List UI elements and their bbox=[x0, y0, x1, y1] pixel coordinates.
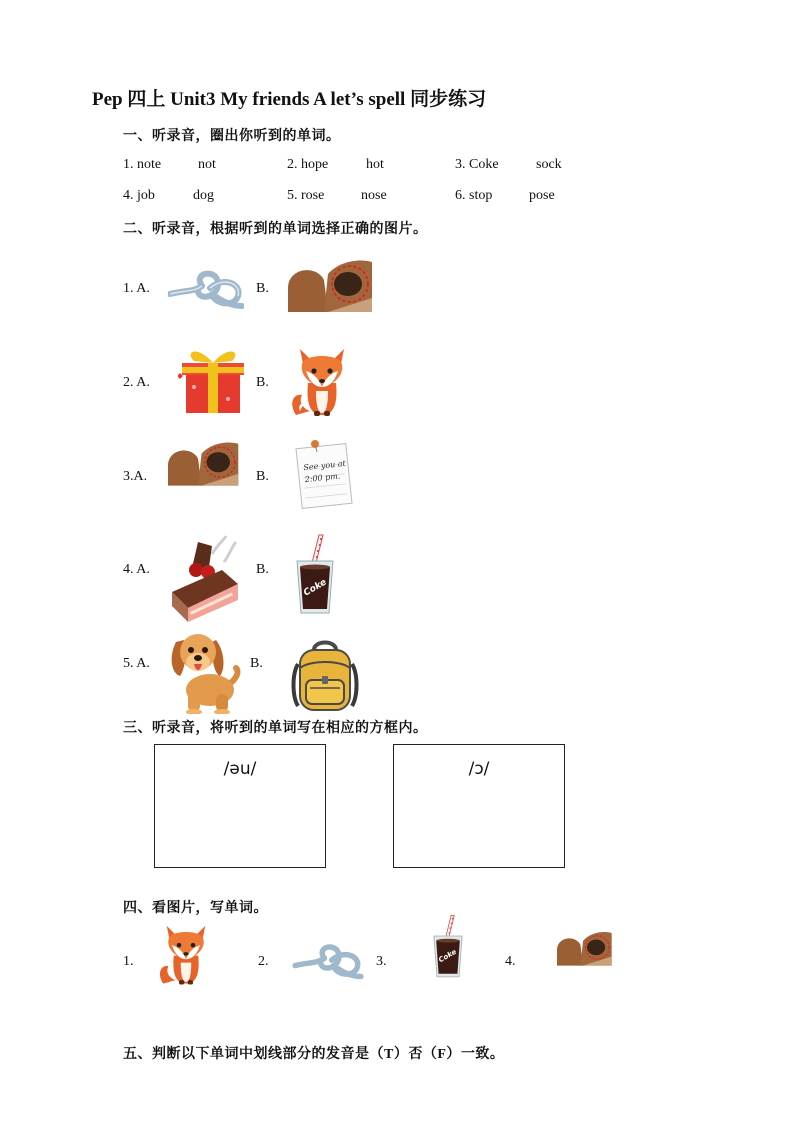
rope-knot-icon[interactable] bbox=[292, 940, 364, 982]
answer-box-ou[interactable] bbox=[154, 744, 326, 868]
word-choice[interactable]: pose bbox=[529, 188, 555, 203]
phonetic-label: /əu/ bbox=[223, 759, 257, 779]
question-label: 3.A. bbox=[123, 469, 148, 484]
word-choice[interactable]: 5. rose bbox=[287, 188, 325, 203]
word-choice[interactable]: 3. Coke bbox=[455, 157, 499, 172]
item-number: 1. bbox=[123, 954, 134, 969]
note-text-line: See you at bbox=[302, 458, 347, 473]
item-number: 3. bbox=[376, 954, 387, 969]
coke-label: Coke bbox=[437, 947, 458, 965]
word-choice[interactable]: hot bbox=[366, 157, 384, 172]
word-choice[interactable]: 2. hope bbox=[287, 157, 329, 172]
question-label: 5. A. bbox=[123, 656, 150, 671]
gift-box-icon[interactable] bbox=[178, 343, 246, 415]
cake-icon[interactable] bbox=[168, 534, 242, 624]
coke-label: Coke bbox=[302, 577, 329, 599]
word-choice[interactable]: 1. note bbox=[123, 157, 162, 172]
question-label: 4. A. bbox=[123, 562, 150, 577]
phonetic-label: /ɔ/ bbox=[468, 759, 490, 779]
item-number: 2. bbox=[258, 954, 269, 969]
item-number: 4. bbox=[505, 954, 516, 969]
section-3-heading: 三、听录音，将听到的单词写在相应的方框内。 bbox=[123, 721, 428, 736]
option-b-label: B. bbox=[256, 562, 269, 577]
page-title: Pep 四上 Unit3 My friends A let’s spell 同步练习 bbox=[92, 89, 487, 110]
backpack-icon[interactable] bbox=[290, 638, 360, 712]
word-choice[interactable]: dog bbox=[193, 188, 214, 203]
question-label: 2. A. bbox=[123, 375, 150, 390]
note-paper-icon[interactable] bbox=[293, 436, 355, 510]
fox-icon[interactable] bbox=[290, 343, 354, 417]
coke-glass-icon[interactable] bbox=[430, 914, 466, 980]
dog-nose-icon[interactable] bbox=[168, 439, 240, 487]
rope-knot-icon[interactable] bbox=[168, 266, 244, 312]
note-text-line: 2:00 pm. bbox=[304, 471, 341, 485]
word-choice[interactable]: 4. job bbox=[123, 188, 155, 203]
option-b-label: B. bbox=[256, 469, 269, 484]
word-choice[interactable]: nose bbox=[361, 188, 387, 203]
option-b-label: B. bbox=[256, 281, 269, 296]
dog-nose-icon[interactable] bbox=[557, 926, 613, 970]
word-choice[interactable]: not bbox=[198, 157, 216, 172]
answer-box-o[interactable] bbox=[393, 744, 565, 868]
word-choice[interactable]: sock bbox=[536, 157, 562, 172]
coke-glass-icon[interactable] bbox=[293, 533, 337, 617]
fox-icon[interactable] bbox=[158, 920, 214, 986]
word-choice[interactable]: 6. stop bbox=[455, 188, 493, 203]
section-2-heading: 二、听录音，根据听到的单词选择正确的图片。 bbox=[123, 222, 428, 237]
section-5-heading: 五、判断以下单词中划线部分的发音是（T）否（F）一致。 bbox=[123, 1047, 505, 1062]
question-label: 1. A. bbox=[123, 281, 150, 296]
puppy-icon[interactable] bbox=[170, 628, 242, 714]
dog-nose-icon[interactable] bbox=[288, 258, 374, 312]
option-b-label: B. bbox=[250, 656, 263, 671]
section-1-heading: 一、听录音，圈出你听到的单词。 bbox=[123, 129, 341, 144]
section-4-heading: 四、看图片，写单词。 bbox=[123, 901, 268, 916]
option-b-label: B. bbox=[256, 375, 269, 390]
